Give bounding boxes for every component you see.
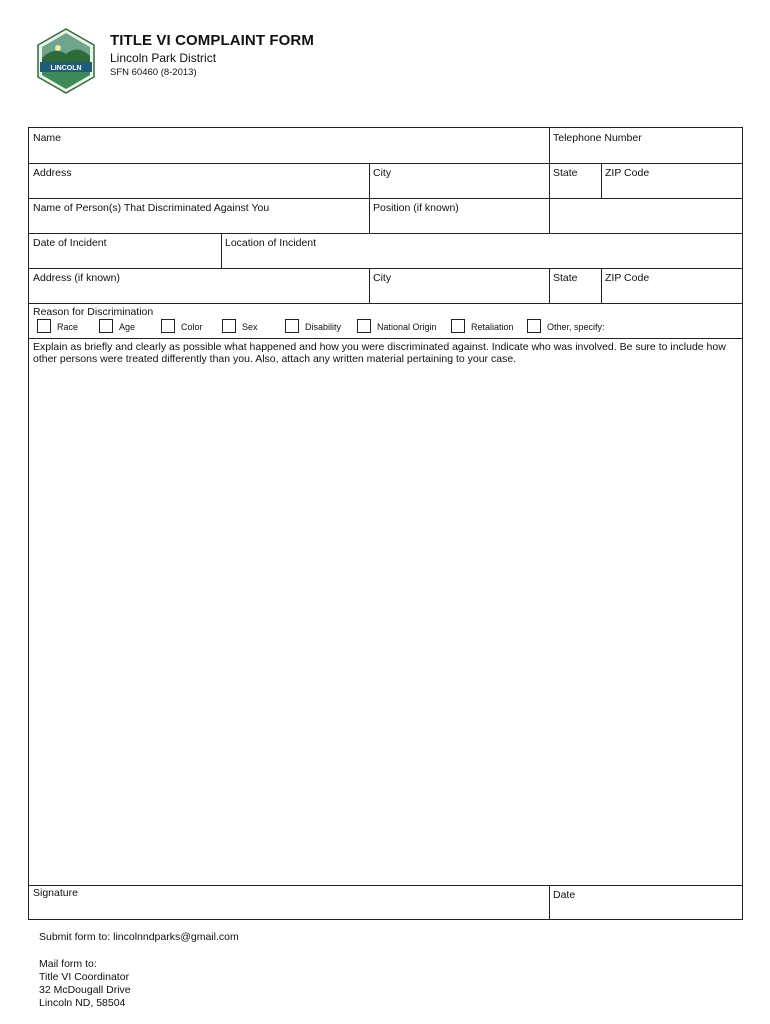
- svg-text:LINCOLN: LINCOLN: [50, 65, 82, 72]
- zip-field[interactable]: [601, 163, 742, 198]
- incident-address-field[interactable]: [29, 268, 369, 303]
- explanation-instructions: Explain as briefly and clearly as possible what happened and how you were discriminated against. Indicate who was involved. Be sure to include how other persons were treated differently than you. Also, attach any written material pertaining to your case.: [33, 341, 726, 365]
- name-field[interactable]: [29, 128, 549, 163]
- city-field[interactable]: [369, 163, 549, 198]
- incident-location-label: Location of Incident: [225, 237, 317, 249]
- telephone-label: Telephone Number: [553, 132, 642, 144]
- mail-label: Mail form to:: [39, 958, 97, 970]
- name-label: Name: [33, 132, 62, 144]
- form-header: [36, 28, 456, 98]
- incident-date-field[interactable]: [29, 233, 221, 268]
- incident-address-label: Address (if known): [33, 272, 120, 284]
- incident-location-field[interactable]: [221, 233, 742, 268]
- incident-city-field[interactable]: [369, 268, 549, 303]
- position-field[interactable]: [369, 198, 742, 233]
- incident-date-label: Date of Incident: [33, 237, 107, 249]
- discrimination-reasons: Reason for Discrimination Race Age Color Sex Disability National Origin Retaliation Other, specify:: [33, 306, 605, 332]
- signature-field[interactable]: [29, 885, 549, 920]
- signature-date-label: Date: [553, 889, 576, 901]
- city-label: City: [373, 167, 392, 179]
- incident-state-label: State: [553, 272, 578, 284]
- signature-label: Signature: [33, 887, 78, 899]
- address-field[interactable]: [29, 163, 369, 198]
- explanation-area[interactable]: [29, 366, 742, 885]
- state-field[interactable]: [549, 163, 601, 198]
- telephone-field[interactable]: [549, 128, 742, 163]
- lincoln-logo-icon: [36, 28, 96, 94]
- mail-line-3: Lincoln ND, 58504: [39, 997, 126, 1009]
- incident-zip-label: ZIP Code: [605, 272, 650, 284]
- incident-zip-field[interactable]: [601, 268, 742, 303]
- discriminator-name-label: Name of Person(s) That Discriminated Against You: [33, 202, 270, 214]
- form-number: SFN 60460 (8-2013): [110, 67, 197, 78]
- discriminator-name-field[interactable]: [29, 198, 369, 233]
- position-label: Position (if known): [373, 202, 459, 214]
- signature-date-field[interactable]: [549, 885, 742, 920]
- reasons-label: Reason for Discrimination: [33, 306, 154, 318]
- mail-line-1: Title VI Coordinator: [39, 971, 130, 983]
- mail-line-2: 32 McDougall Drive: [39, 984, 131, 996]
- submission-info: [39, 931, 239, 1010]
- complaint-form: [28, 127, 743, 920]
- state-label: State: [553, 167, 578, 179]
- incident-city-label: City: [373, 272, 392, 284]
- form-title: TITLE VI COMPLAINT FORM: [110, 32, 314, 49]
- incident-state-field[interactable]: [549, 268, 601, 303]
- address-label: Address: [33, 167, 72, 179]
- organization-name: Lincoln Park District: [110, 51, 217, 65]
- submit-email: Submit form to: lincolnndparks@gmail.com: [39, 931, 239, 943]
- zip-label: ZIP Code: [605, 167, 650, 179]
